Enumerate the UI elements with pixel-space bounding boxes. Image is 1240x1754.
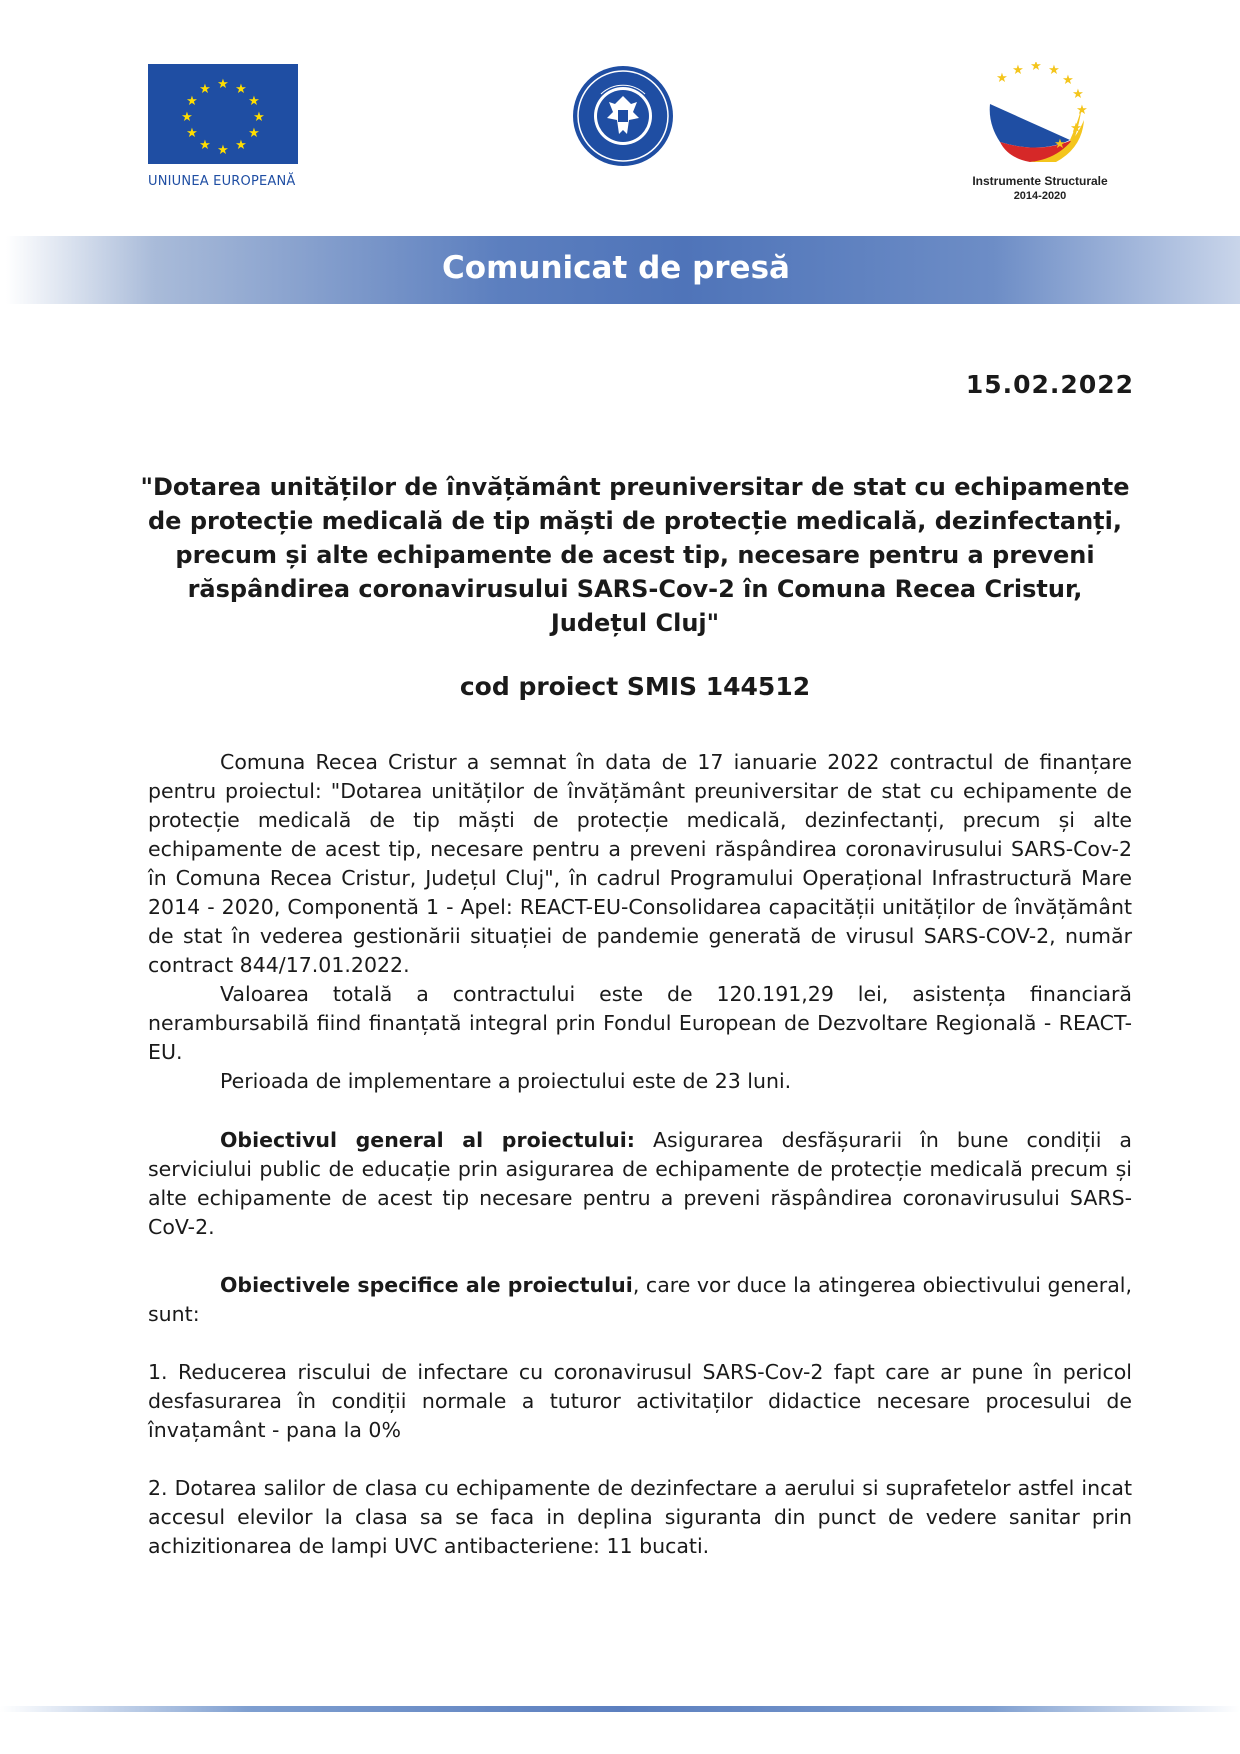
svg-text:★: ★ xyxy=(235,82,247,97)
svg-text:★: ★ xyxy=(1076,103,1088,118)
footer-divider xyxy=(0,1706,1240,1712)
svg-text:★: ★ xyxy=(248,126,260,141)
project-code: cod proiect SMIS 144512 xyxy=(459,672,811,701)
eu-flag-icon xyxy=(148,64,298,164)
svg-text:★: ★ xyxy=(1054,137,1066,152)
svg-text:★: ★ xyxy=(181,110,193,125)
document-date: 15.02.2022 xyxy=(965,370,1134,399)
specific-objective-2 xyxy=(148,1474,1132,1561)
svg-text:★: ★ xyxy=(199,82,211,97)
specific-objective-1 xyxy=(148,1358,1132,1445)
svg-text:★: ★ xyxy=(235,138,247,153)
project-title: "Dotarea unităților de învățământ preuniversitar de stat cu echipamente de protecție medicală de tip măști de protecție medicală, dezinfectanți, precum și alte echipamente de acest tip, necesare pentru a preveni răspândirea coronavirusului SARS-Cov-2 în Comuna Recea Cristur, Județul Cluj" xyxy=(140,473,1130,637)
paragraph-value: Valoarea totală a contractului este de 120.191,29 lei, asistența financiară nerambursabilă fiind finanțată integral prin Fondul European de Dezvoltare Regională - REACT-EU. xyxy=(148,982,1132,1064)
svg-text:★: ★ xyxy=(1048,63,1060,78)
eu-logo xyxy=(148,64,300,189)
svg-text:★: ★ xyxy=(1072,87,1084,102)
structural-instruments-icon xyxy=(960,62,1120,172)
structural-instruments-years: 2014-2020 xyxy=(1013,190,1067,202)
svg-text:★: ★ xyxy=(217,77,229,92)
body-section-specific-objectives xyxy=(148,1271,1132,1329)
paragraph-period: Perioada de implementare a proiectului este de 23 luni. xyxy=(220,1069,792,1093)
government-seal-icon xyxy=(571,64,675,168)
paragraph-specific-objectives xyxy=(148,1271,1132,1329)
svg-text:★: ★ xyxy=(217,143,229,158)
government-seal xyxy=(571,64,675,168)
list-item: 1. Reducerea riscului de infectare cu coronavirusul SARS-Cov-2 fapt care ar pune în pericol desfasurarea în condiții normale a tuturor activitaților didactice necesare procesului de învațamânt - pana la 0% xyxy=(148,1360,1132,1442)
general-objective-text: Asigurarea desfășurarii în bune condiții a serviciului public de educație prin asigurarea de echipamente de protecție medicală precum și alte echipamente de acest tip necesare pentru a preveni răspândirea coronavirusului SARS-CoV-2. xyxy=(148,1128,1132,1239)
banner-title: Comunicat de presă xyxy=(442,250,790,286)
svg-text:★: ★ xyxy=(186,94,198,109)
list-item: 2. Dotarea salilor de clasa cu echipamente de dezinfectare a aerului si suprafetelor astfel incat accesul elevilor la clasa sa se faca in deplina siguranta din punct de vedere sanitar prin achizitionarea de lampi UVC antibacteriene: 11 bucati. xyxy=(148,1476,1132,1558)
structural-instruments-logo xyxy=(960,62,1120,212)
specific-objectives-label: Obiectivele specifice ale proiectului xyxy=(220,1273,633,1297)
svg-text:★: ★ xyxy=(248,94,260,109)
body-section-general-objective xyxy=(148,1126,1132,1242)
svg-text:★: ★ xyxy=(253,110,265,125)
paragraph-contract: Comuna Recea Cristur a semnat în data de 17 ianuarie 2022 contractul de finanțare pentru proiectul: "Dotarea unităților de învățământ preuniversitar de stat cu echipamente de protecție medicală de tip măști de protecție medicală, dezinfectanți, precum și alte echipamente de acest tip, necesare pentru a preveni răspândirea coronavirusului SARS-Cov-2 în Comuna Recea Cristur, Județul Cluj", în cadrul Programului Operațional Infrastructură Mare 2014 - 2020, Componentă 1 - Apel: REACT-EU-Consolidarea capacității unităților de învățământ de stat în vederea gestionării situației de pandemie generată de virusul SARS-COV-2, număr contract 844/17.01.2022. xyxy=(148,750,1132,977)
paragraph-general-objective xyxy=(148,1126,1132,1242)
structural-instruments-caption: Instrumente Structurale xyxy=(972,174,1108,188)
svg-text:★: ★ xyxy=(186,126,198,141)
svg-text:★: ★ xyxy=(1030,62,1042,74)
general-objective-label: Obiectivul general al proiectului: xyxy=(220,1128,635,1152)
body-section-intro xyxy=(148,748,1132,1096)
svg-text:★: ★ xyxy=(199,138,211,153)
svg-text:★: ★ xyxy=(1070,121,1082,136)
press-release-banner xyxy=(6,236,1240,304)
eu-caption: UNIUNEA EUROPEANĂ xyxy=(148,174,296,189)
svg-text:★: ★ xyxy=(996,71,1008,86)
svg-text:★: ★ xyxy=(1062,73,1074,88)
svg-text:★: ★ xyxy=(1012,63,1024,78)
specific-objectives-text: , care vor duce la atingerea obiectivului general, sunt: xyxy=(148,1273,1132,1326)
